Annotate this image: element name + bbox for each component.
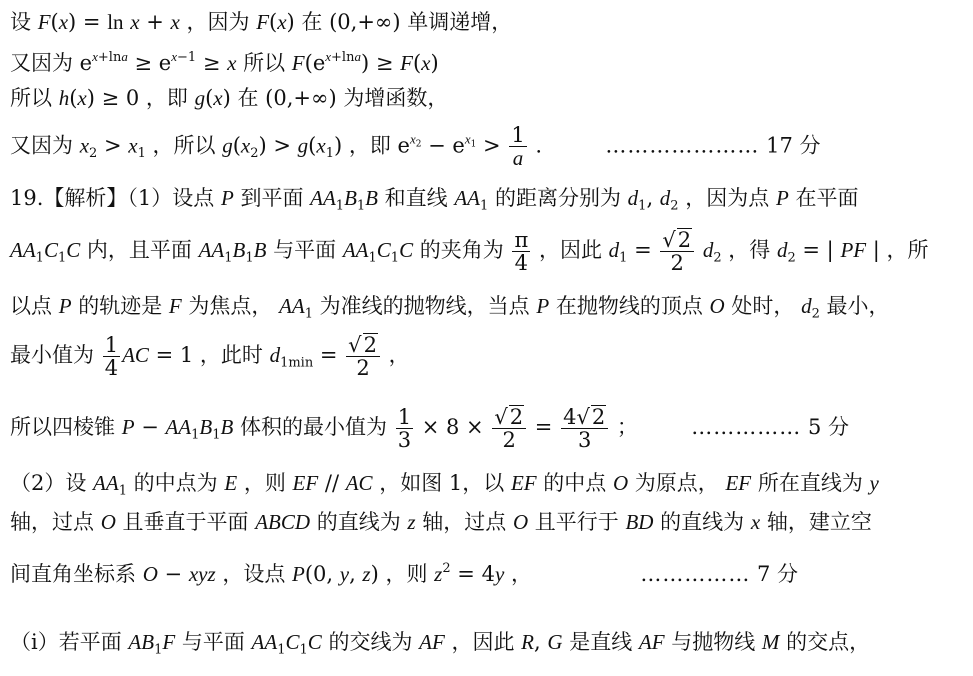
fraction-4sqrt2-over-3: $\frac{4√2}{3}$: [561, 405, 608, 452]
line-7: 以点 P 的轨迹是 F 为焦点， $AA_1$ 为准线的抛物线，当点 P 在抛物线的顶点 O 处时， $d_2$ 最小，: [10, 294, 890, 322]
line-8: 最小值为 $\frac{1}{4}$ AC = 1 ，此时 $d_{1min}$ = $\frac{√2}{2}$ ，: [10, 332, 410, 381]
score-dots-7: ……………: [640, 562, 751, 587]
score-label-7: 7 分: [757, 562, 799, 587]
line-3: 所以 h(x) ≥ 0 ，即 g(x) 在 (0,+∞) 为增函数，: [10, 86, 449, 110]
line-1: 设 F(x) = ln x + x ，因为 F(x) 在 (0,+∞) 单调递增，: [10, 10, 513, 34]
fraction-1-over-a: $\frac{1}{a}$: [511, 123, 525, 171]
fraction-sqrt2-over-2-b: $\frac{√2}{2}$: [346, 333, 380, 380]
line-12: 间直角坐标系 O − xyz ，设点 P(0, y, z) ，则 $z^2 = 4y$ ， …………… 7 分: [10, 561, 799, 587]
line-6: $AA_1C_1C$ 内，且平面 $AA_1B_1B$ 与平面 $AA_1C_1C$ 的夹角为 $\frac{\pi}{4}$ ，因此 $d_1$ = $\frac{√2}{2}$ $d_2$ ，得 $d_2$ = | PF | ，所: [10, 227, 929, 276]
score-label-5: 5 分: [807, 415, 849, 440]
line-4: 又因为 $x_2 > x_1$ ，所以 $g(x_2) > g(x_1)$ ，即 $e^{x2} - e^{x1}$ > $\frac{1}{a}$ . ………………… 17 分: [10, 123, 821, 171]
line-13: （i）若平面 $AB_1F$ 与平面 $AA_1C_1C$ 的交线为 AF ，因此 R, G 是直线 AF 与抛物线 M 的交点，: [10, 630, 871, 658]
score-dots-5: ……………: [691, 415, 802, 440]
score-label-17: 17 分: [766, 133, 821, 158]
fraction-1-over-4: $\frac{1}{4}$: [104, 332, 119, 380]
fraction-sqrt2-over-2-c: $\frac{√2}{2}$: [492, 405, 526, 452]
fraction-1-over-3: $\frac{1}{3}$: [397, 404, 412, 452]
line-11: 轴，过点 O 且垂直于平面 ABCD 的直线为 z 轴，过点 O 且平行于 BD 的直线为 x 轴，建立空: [10, 510, 872, 534]
line-10: （2）设 $AA_1$ 的中点为 E ，则 EF // AC ，如图 1，以 EF 的中点 O 为原点， EF 所在直线为 y: [10, 471, 879, 499]
line-5: 19.【解析】（1）设点 P 到平面 $AA_1B_1B$ 和直线 $AA_1$ 的距离分别为 $d_1$, $d_2$ ，因为点 P 在平面: [10, 186, 859, 214]
fraction-sqrt2-over-2: $\frac{√2}{2}$: [660, 228, 694, 275]
line-2: 又因为 $e^{x+lna} \ge e^{x-1} \ge x$ 所以 $F(e^{x+lna}) \ge F(x)$: [10, 49, 439, 76]
fraction-pi-over-4: $\frac{\pi}{4}$: [514, 227, 529, 275]
score-dots-17: …………………: [605, 133, 760, 158]
line-9: 所以四棱锥 $P - AA_1B_1B$ 体积的最小值为 $\frac{1}{3}$ × 8 × $\frac{√2}{2}$ = $\frac{4√2}{3}$ ； …………… 5 分: [10, 404, 849, 453]
